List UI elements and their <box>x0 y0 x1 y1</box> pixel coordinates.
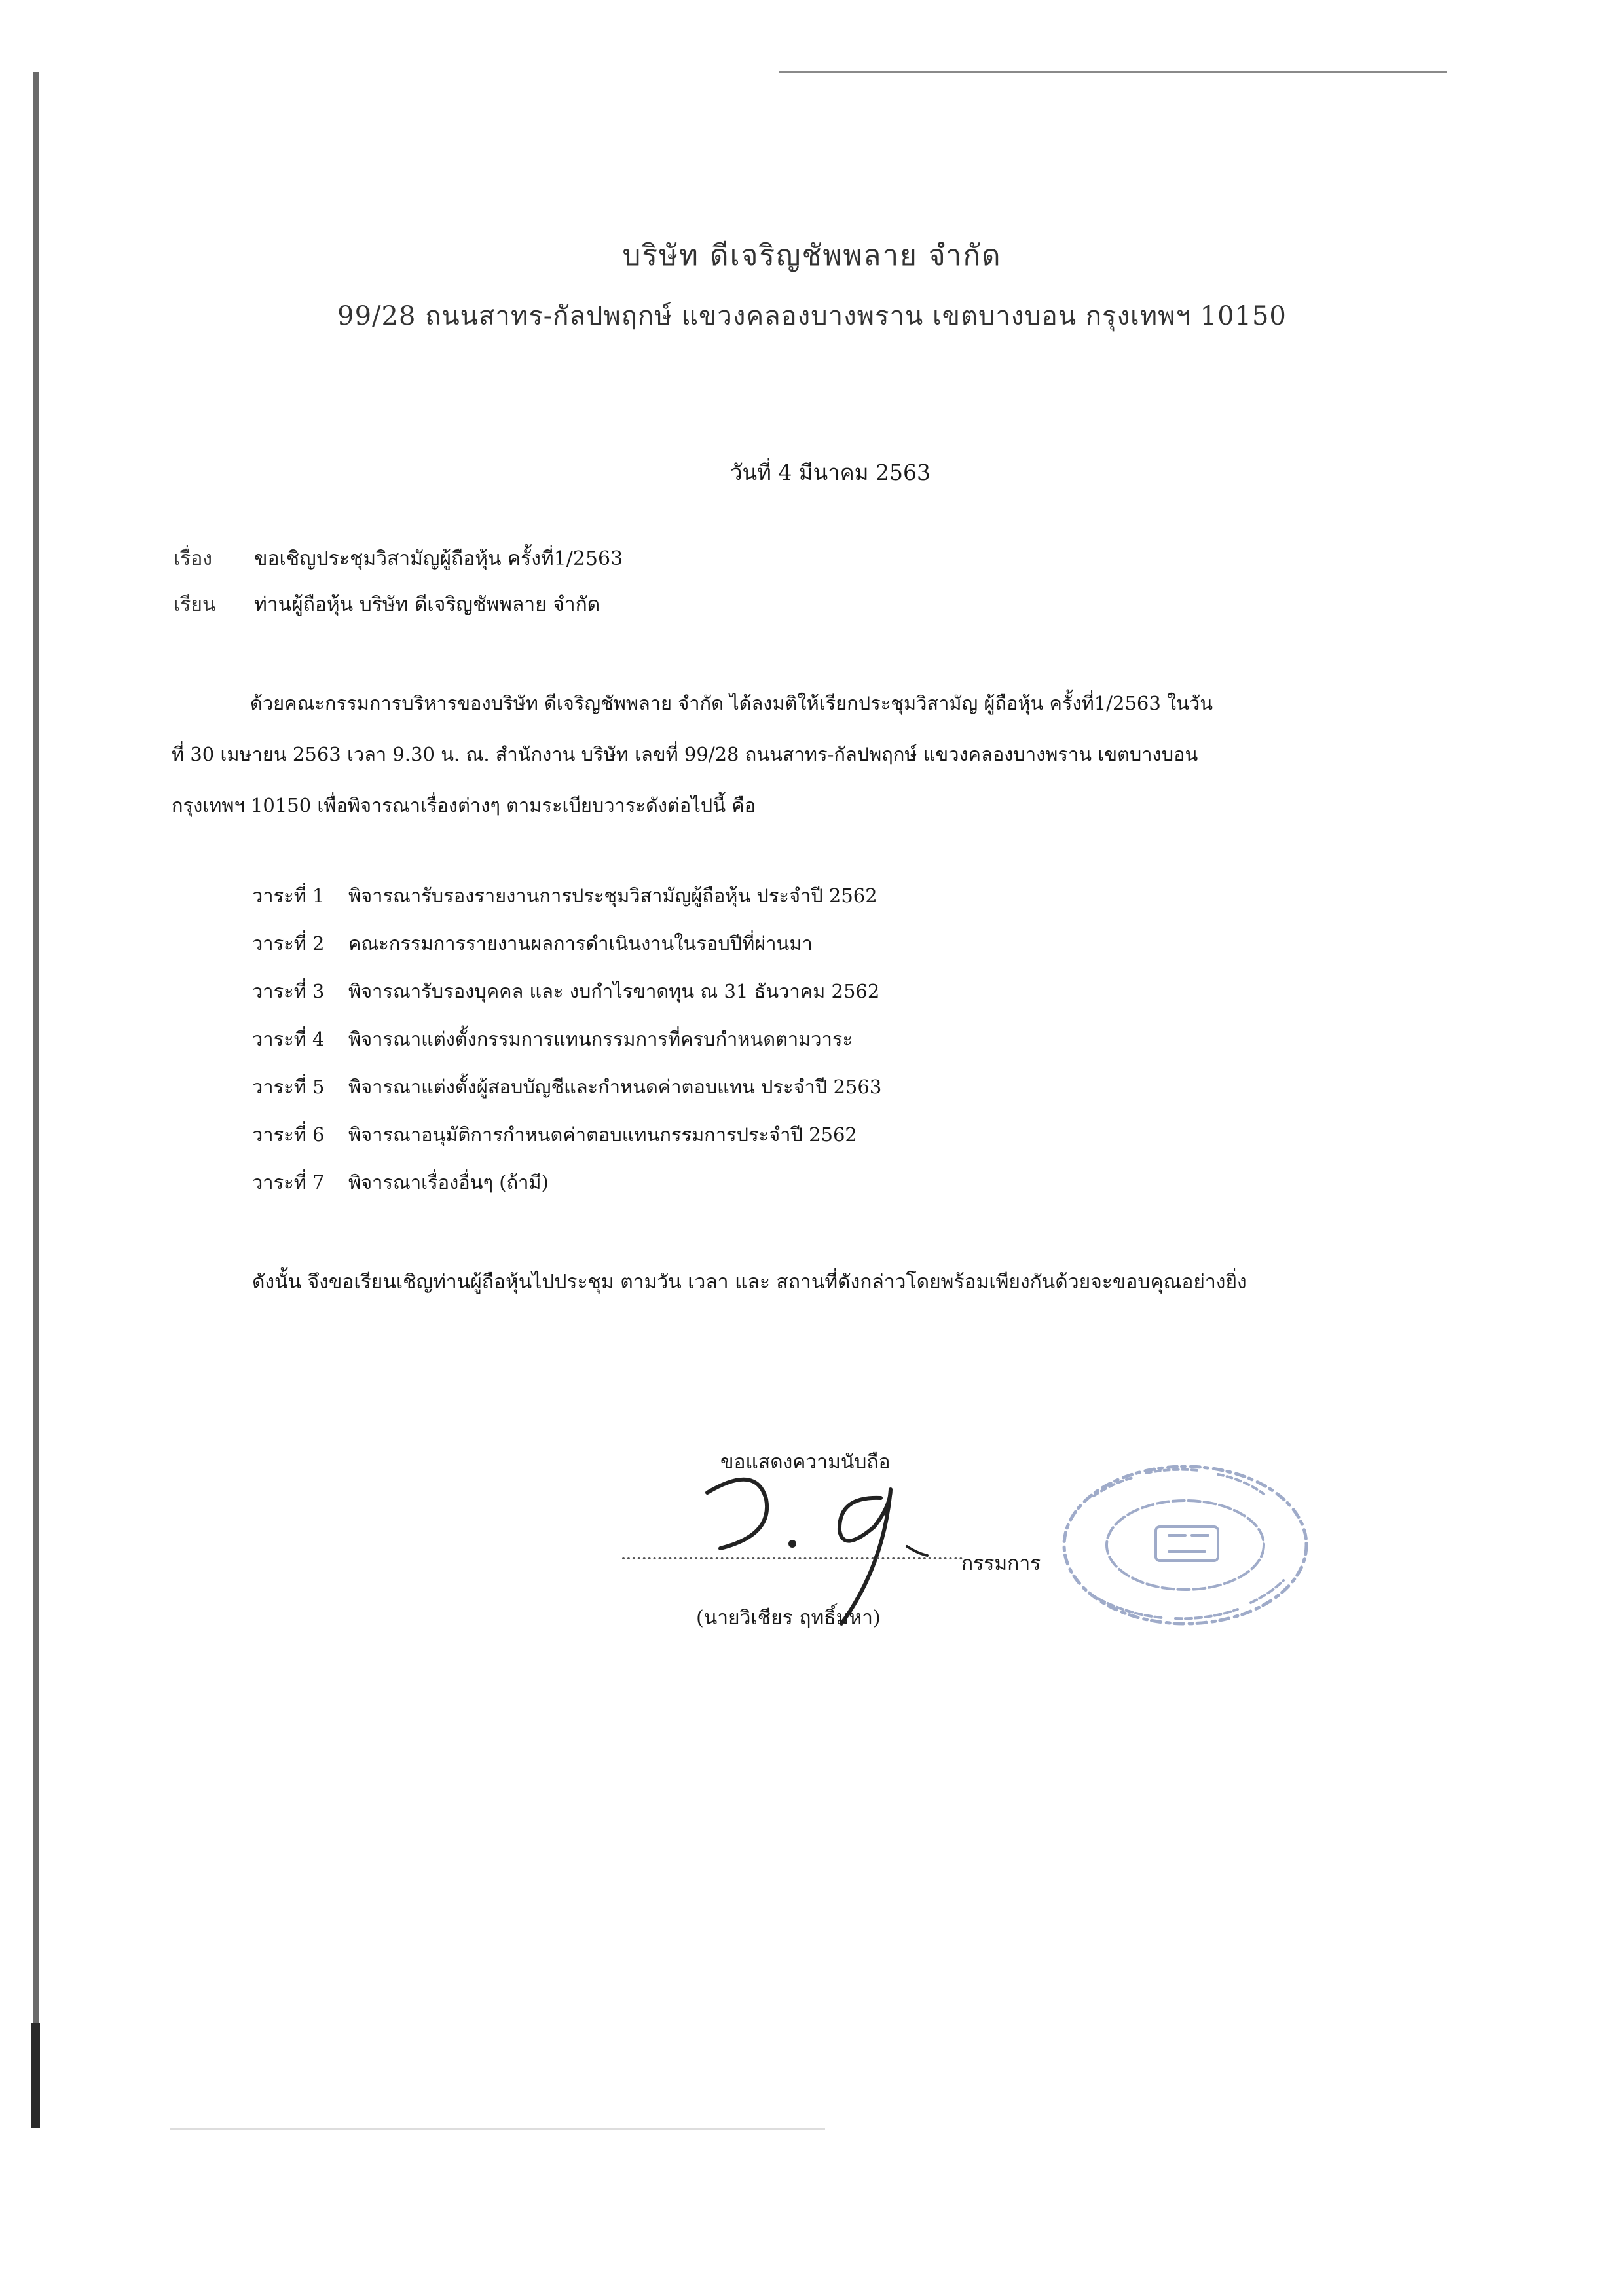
agenda-item-text: พิจารณาแต่งตั้งผู้สอบบัญชีและกำหนดค่าตอบแทน ประจำปี 2563 <box>348 1076 882 1098</box>
agenda-item-label: วาระที่ 2 <box>252 932 325 955</box>
agenda-item-label: วาระที่ 5 <box>252 1076 325 1098</box>
agenda-item-label: วาระที่ 4 <box>252 1028 325 1050</box>
body-paragraph <box>172 678 1350 831</box>
agenda-item-text: พิจารณาอนุมัติการกำหนดค่าตอบแทนกรรมการประจำปี 2562 <box>348 1123 857 1146</box>
body-line: กรุงเทพฯ 10150 เพื่อพิจารณาเรื่องต่างๆ ตามระเบียบวาระดังต่อไปนี้ คือ <box>172 794 756 816</box>
body-line: ที่ 30 เมษายน 2563 เวลา 9.30 น. ณ. สำนักงาน บริษัท เลขที่ 99/28 ถนนสาทร-กัลปพฤกษ์ แขวงคลองบางพราน เขตบางบอน <box>172 743 1198 765</box>
subject-value: ขอเชิญประชุมวิสามัญผู้ถือหุ้น ครั้งที่1/2563 <box>254 547 623 570</box>
company-seal-stamp <box>1054 1447 1316 1643</box>
agenda-item-text: พิจารณาแต่งตั้งกรรมการแทนกรรมการที่ครบกำหนดตามวาระ <box>348 1028 853 1050</box>
scan-left-edge-shadow <box>31 2023 40 2128</box>
closing-paragraph: ดังนั้น จึงขอเรียนเชิญท่านผู้ถือหุ้นไปประชุม ตามวัน เวลา และ สถานที่ดังกล่าวโดยพร้อมเพียงกันด้วยจะขอบคุณอย่างยิ่ง <box>252 1271 1247 1294</box>
recipient-label: เรียน <box>174 593 216 616</box>
scan-bottom-edge <box>170 2128 825 2130</box>
scan-top-edge <box>779 71 1447 73</box>
agenda-item-text: พิจารณาเรื่องอื่นๆ (ถ้ามี) <box>348 1171 549 1194</box>
signatory-name: (นายวิเชียร ฤทธิ์มหา) <box>696 1607 881 1630</box>
agenda-item-label: วาระที่ 3 <box>252 980 325 1002</box>
agenda-item-text: พิจารณารับรองบุคคล และ งบกำไรขาดทุน ณ 31 ธันวาคม 2562 <box>348 980 880 1002</box>
agenda-item-label: วาระที่ 6 <box>252 1123 325 1146</box>
agenda-item-text: คณะกรรมการรายงานผลการดำเนินงานในรอบปีที่ผ่านมา <box>348 932 813 955</box>
recipient-value: ท่านผู้ถือหุ้น บริษัท ดีเจริญชัพพลาย จำกัด <box>254 593 600 616</box>
agenda-item-text: พิจารณารับรองรายงานการประชุมวิสามัญผู้ถือหุ้น ประจำปี 2562 <box>348 884 877 907</box>
signature-regards: ขอแสดงความนับถือ <box>720 1451 891 1474</box>
document-date: วันที่ 4 มีนาคม 2563 <box>730 460 931 485</box>
signature-dotted-line <box>622 1557 963 1559</box>
scan-left-edge <box>33 72 39 2128</box>
subject-label: เรื่อง <box>174 547 213 570</box>
agenda-item-label: วาระที่ 7 <box>252 1171 325 1194</box>
company-name: บริษัท ดีเจริญชัพพลาย จำกัด <box>622 239 1002 272</box>
company-address: 99/28 ถนนสาทร-กัลปพฤกษ์ แขวงคลองบางพราน เขตบางบอน กรุงเทพฯ 10150 <box>337 301 1287 331</box>
signature-title: กรรมการ <box>961 1552 1041 1575</box>
agenda-item-label: วาระที่ 1 <box>252 884 325 907</box>
body-line: ด้วยคณะกรรมการบริหารของบริษัท ดีเจริญชัพพลาย จำกัด ได้ลงมติให้เรียกประชุมวิสามัญ ผู้ถือหุ้น ครั้งที่1/2563 ในวัน <box>250 692 1213 714</box>
